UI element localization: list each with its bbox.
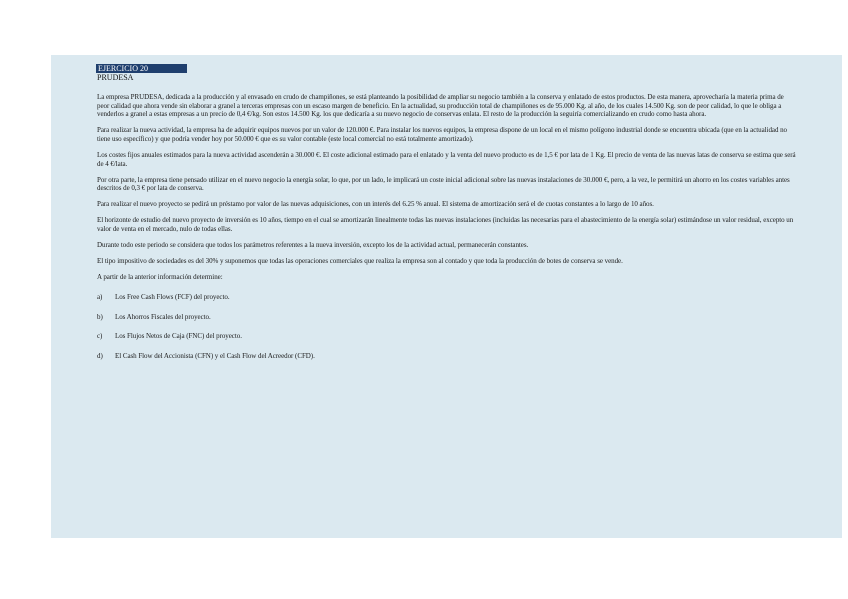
- question-text: El Cash Flow del Accionista (CFN) y el Cash Flow del Acreedor (CFD).: [115, 351, 315, 360]
- questions-intro: A partir de la anterior información determine:: [97, 273, 223, 282]
- paragraph-tax: El tipo impositivo de sociedades es del 30% y suponemos que todas las operaciones comerciales que realiza la empresa son al contado y que toda la producción de botes de conserva se vende.: [97, 257, 623, 266]
- paragraph-costs: Los costes fijos anuales estimados para la nueva actividad ascenderán a 30.000 €. El coste adicional estimado para el enlatado y la venta del nuevo producto es de 1,5 € por lata de 1 Kg. El precio de venta de las nuevas latas de conserva se estima que será de 4 €/lata.: [97, 150, 796, 168]
- company-name: PRUDESA: [97, 73, 134, 82]
- paragraph-constants: Durante todo este periodo se considera que todos los parámetros referentes a la nueva inversión, excepto los de la actividad actual, permanecerán constantes.: [97, 241, 529, 250]
- question-text: Los Ahorros Fiscales del proyecto.: [115, 312, 211, 321]
- paragraph-horizon: El horizonte de estudio del nuevo proyecto de inversión es 10 años, tiempo en el cual se amortizarán linealmente todas las nuevas instalaciones (incluidas las necesarias para el abastecimiento de la energía solar) estimándose un valor residual, excepto un valor de venta en el mercado, nulo de todas ellas.: [97, 216, 794, 234]
- question-item: [97, 352, 797, 361]
- document-sheet: [51, 55, 842, 538]
- question-letter: b): [97, 312, 103, 321]
- question-item: [97, 313, 797, 322]
- exercise-header: EJERCICIO 20: [96, 64, 187, 73]
- question-item: [97, 293, 797, 302]
- paragraph-equipment: Para realizar la nueva actividad, la empresa ha de adquirir equipos nuevos por un valor de 120.000 €. Para instalar los nuevos equipos, la empresa dispone de un local en el mismo polígono industrial donde se encuentra ubicada (que en la actualidad no tiene uso específico) y que podría vender hoy por 50.000 € que es su valor contable (este local comercial no está totalmente amortizado).: [97, 126, 788, 143]
- question-letter: c): [97, 332, 103, 341]
- question-text: Los Flujos Netos de Caja (FNC) del proyecto.: [115, 332, 242, 341]
- paragraph-solar: Por otra parte, la empresa tiene pensado utilizar en el nuevo negocio la energía solar, lo que, por un lado, le implicará un coste inicial adicional sobre las nuevas instalaciones de 30.000 €, pero, a la vez, le permitirá un ahorro en los costes variables antes descritos de 0,3 € por lata de conserva.: [97, 175, 790, 193]
- question-letter: a): [97, 292, 103, 301]
- paragraph-intro: La empresa PRUDESA, dedicada a la producción y al envasado en crudo de champiñones, se está planteando la posibilidad de ampliar su negocio también a la conserva y enlatado de estos productos. De esta manera, aprovecharía la materia prima de peor calidad que ahora vende sin elaborar a granel a terceras empresas con un escaso margen de beneficio. En la actualidad, su producción total de champiñones es de 95.000 Kg. al año, de los cuales 14.500 Kg. son de peor calidad, lo que le obliga a venderlos a granel a estas empresas a un precio de 0,4 €/kg. Son estos 14.500 Kg. los que dedicaría a su nuevo negocio de conservas enlata. El resto de la producción la seguiría comercializando en crudo como hasta ahora.: [97, 93, 784, 119]
- question-text: Los Free Cash Flows (FCF) del proyecto.: [115, 292, 230, 301]
- question-item: [97, 332, 797, 341]
- paragraph-loan: Para realizar el nuevo proyecto se pedirá un préstamo por valor de las nuevas adquisiciones, con un interés del 6.25 % anual. El sistema de amortización será el de cuotas constantes a lo largo de 10 años.: [97, 200, 654, 209]
- question-letter: d): [97, 351, 103, 360]
- document-body: [97, 93, 797, 371]
